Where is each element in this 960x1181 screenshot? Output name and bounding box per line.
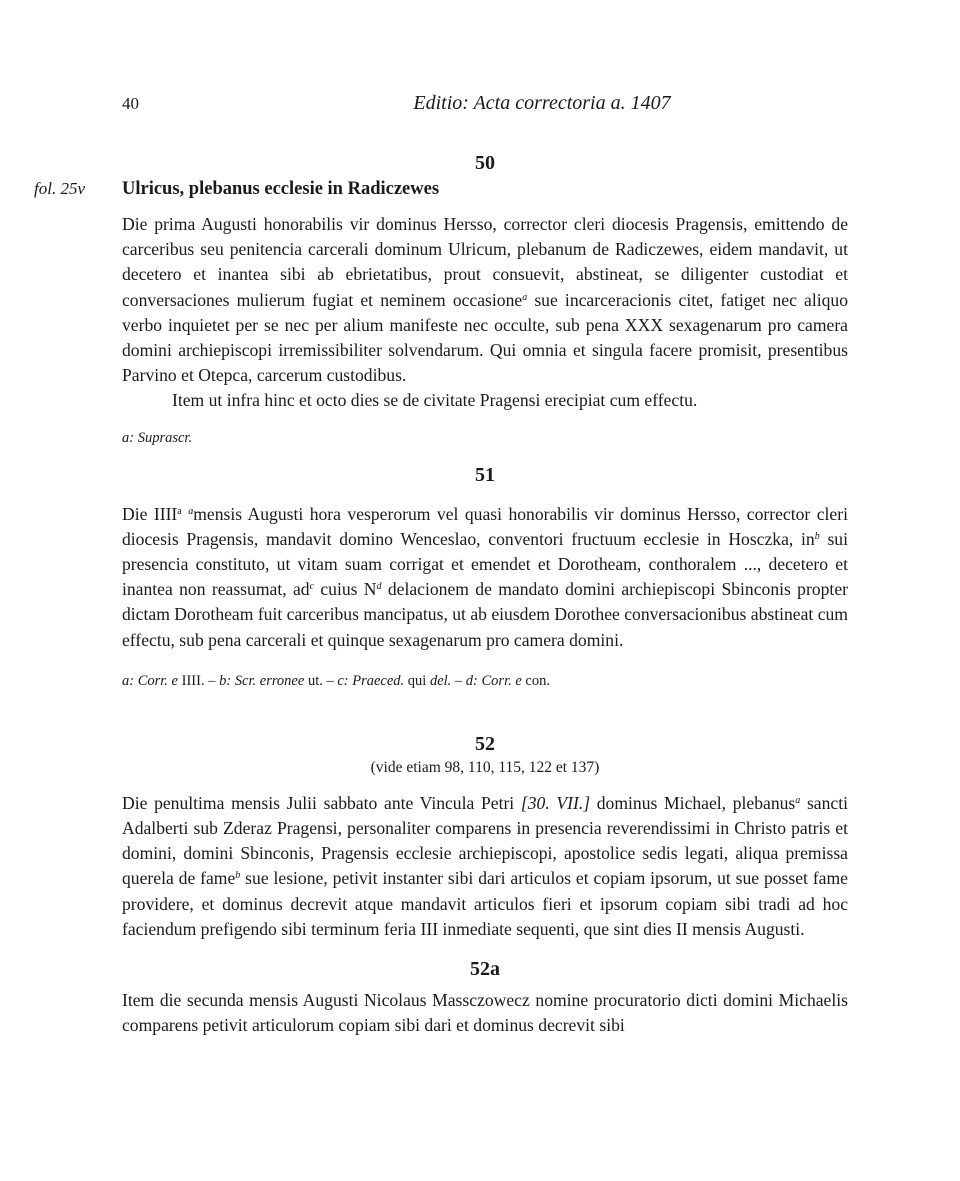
text-segment: delacionem de mandato domini archiepiscopi Sbinconis propter dictam Dorotheam fuit carceribus mancipatus, ut ab eiusdem Dorothee conversacionibus abstineat cum effectu, sub pena carcerali et quinque sexagenarum pro camera domini. — [122, 579, 848, 650]
entry-number: 52 — [475, 732, 495, 755]
editorial-date: [30. VII.] — [520, 792, 591, 813]
note-text: – — [451, 672, 466, 689]
entry-50 — [34, 150, 849, 448]
running-title: Editio: Acta correctoria a. 1407 — [413, 92, 671, 114]
note-label: a: Corr. e — [122, 672, 178, 689]
footnote-mark: c — [309, 581, 314, 593]
entry-52 — [122, 731, 848, 942]
text-segment: dominus Michael, plebanus — [590, 792, 796, 813]
footnote-mark: b — [235, 870, 241, 882]
cross-reference: (vide etiam 98, 110, 115, 122 et 137) — [370, 758, 600, 776]
entry-text — [122, 212, 848, 388]
footnote-mark: a — [522, 291, 528, 303]
text-segment: sancti Adalberti sub Zderaz Pragensi, personaliter comparens in presencia reverendissimi in Christo patris et domini, domini Sbinconis, Pragensis ecclesie archiepiscopi, apostolice sedis legati, aliqua premissa querela de fame — [122, 792, 849, 889]
text-segment: sue lesione, petivit instanter sibi dari articulos et copiam ipsorum, ut sue posset fame providere, et dominus decrevit atque mandavit articulos fieri et ipsorum copiam sibi tradi ad hoc faciendum prefigendo sibi terminum feria III inmediate sequenti, que sint dies II mensis Augusti. — [122, 868, 848, 939]
note-text: con. — [521, 672, 550, 689]
entry-text — [122, 502, 848, 653]
text-segment: Die prima Augusti honorabilis vir dominus Hersso, corrector cleri diocesis Pragensis, emittendo de carceribus seu penitencia carcerali dominum Ulricum, plebanum de Radiczewes, eidem mandavit, ut decetero et inantea sibi ab ebrietatibus, prout consuevit, abstineat, se diligenter custodiat et conversaciones mulierum fugiat et neminem occasione — [122, 214, 848, 310]
ordinal-mark: a — [177, 505, 182, 517]
note-text: qui — [404, 672, 430, 689]
text-segment: cuius N — [314, 579, 377, 600]
entry-number: 50 — [475, 152, 495, 174]
text-segment: Die IIII — [122, 503, 178, 524]
entry-title: Ulricus, plebanus ecclesie in Radiczewes — [122, 179, 440, 199]
note-label: d: Corr. e — [465, 672, 522, 689]
entry-text: Item die secunda mensis Augusti Nicolaus Massczowecz nomine procuratorio dicti domini Michaelis comparens petivit articulorum copiam sibi dari et dominus decrevit sibi — [122, 990, 848, 1036]
entry-51 — [122, 462, 848, 691]
entry-52a — [122, 956, 848, 1038]
apparatus-note — [122, 671, 848, 691]
text-segment: Die penultima mensis Julii sabbato ante Vincula Petri — [122, 792, 521, 813]
note-text: a: Suprascr. — [122, 429, 193, 446]
page-content — [34, 150, 849, 1038]
footnote-mark: a — [795, 794, 801, 806]
entry-text-paragraph: Item ut infra hinc et octo dies se de civitate Pragensi erecipiat cum effectu. — [172, 390, 698, 411]
note-label: c: Praeced. — [337, 672, 405, 689]
footnote-mark: b — [814, 530, 820, 542]
note-label: b: Scr. erronee — [219, 672, 305, 689]
entry-number: 52a — [470, 958, 500, 981]
text-segment: mensis Augusti hora vesperorum vel quasi honorabilis vir dominus Hersso, corrector cleri diocesis Pragensis, mandavit domino Wenceslao, conventori fructuum ecclesie in Hosczka, in — [122, 503, 848, 549]
entry-title-row — [34, 176, 848, 202]
footnote-mark: d — [376, 581, 382, 593]
footnote-mark: a — [188, 505, 194, 517]
entry-number: 51 — [475, 463, 495, 486]
page-number: 40 — [122, 94, 139, 113]
text-segment: sui presencia constituto, ut vitam suam corrigat et emendet et Dorotheam, conthoralem ..., decetero et inantea non reassumat, ad — [122, 528, 848, 600]
apparatus-note — [122, 428, 848, 448]
note-label: del. — [429, 672, 452, 689]
note-text: ut. – — [304, 672, 338, 689]
folio-reference: fol. 25v — [34, 179, 85, 198]
text-segment: sue incarceracionis citet, fatiget nec aliquo verbo inquietet per se nec per alium manifeste nec occulte, sub pena XXX sexagenarum pro camera domini archiepiscopi irremissibiliter solvendarum. Qui omnia et singula facere promisit, presentibus Parvino et Otepca, carcerum custodibus. — [122, 289, 849, 386]
entry-text — [122, 791, 848, 942]
note-text: IIII. – — [178, 672, 220, 689]
